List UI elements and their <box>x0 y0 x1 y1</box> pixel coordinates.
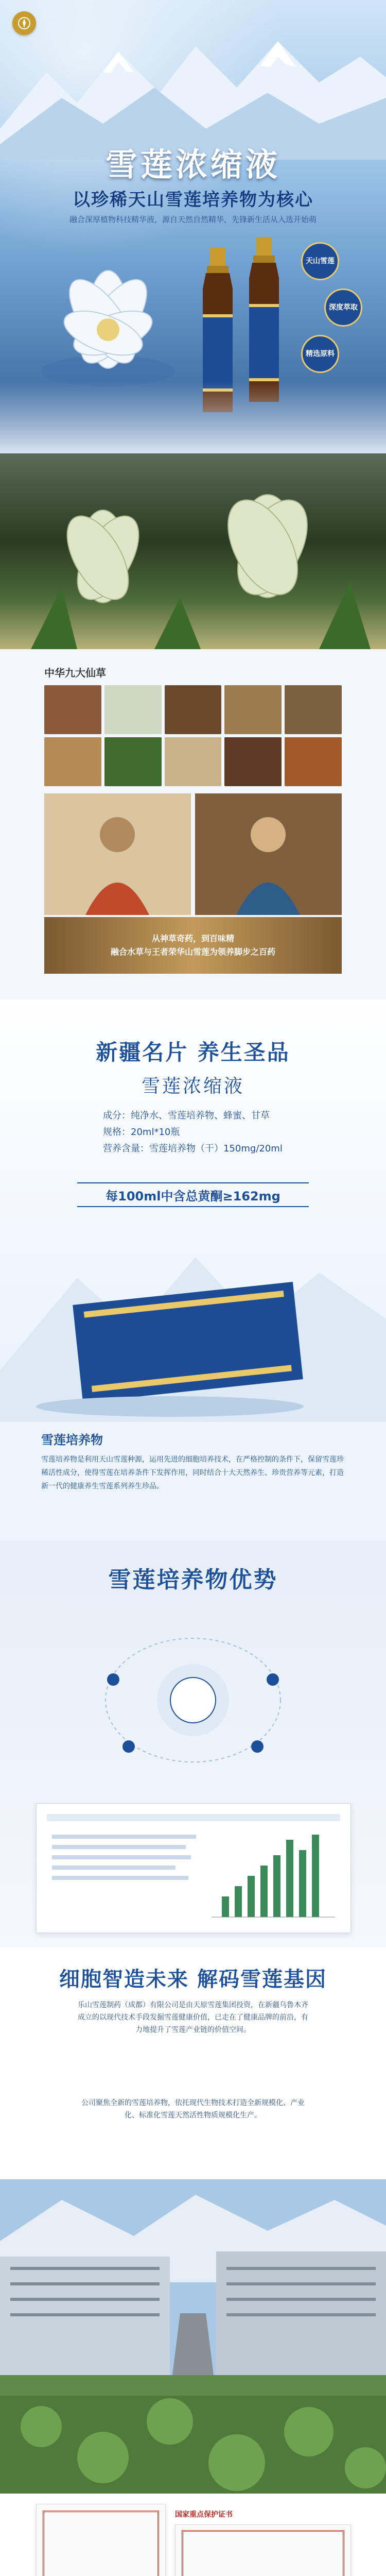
hero-section <box>0 0 386 453</box>
herb-image <box>224 685 282 734</box>
brand-logo <box>12 11 36 35</box>
xinjiang-heading: 新疆名片 养生圣品 <box>96 1040 290 1065</box>
spec-content: 营养含量：雪莲培养物（干）150mg/20ml <box>103 1143 283 1154</box>
herb-image <box>224 737 282 786</box>
spec-ingredients: 成分：纯净水、雪莲培养物、蜂蜜、甘草 <box>103 1110 270 1121</box>
factory-building-photo <box>0 2179 386 2396</box>
certificate-card-1 <box>36 2504 166 2576</box>
advantages-heading: 雪莲培养物优势 <box>108 1567 278 1593</box>
herbs-section <box>0 649 386 999</box>
badge-raw-material: 精选原料 <box>301 335 339 373</box>
herb-image <box>104 737 162 786</box>
history-line-1: 从神草奇药，到百味精 <box>151 934 234 943</box>
snow-mountain-illustration <box>0 15 386 160</box>
genes-paragraph-2: 公司聚焦全新的雪莲培养物，依托现代生物技术打造全新规模化、产业化、标准化雪莲天然活性物质规模化生产。 <box>81 2099 305 2120</box>
badge-tianshan: 天山雪莲 <box>301 242 339 280</box>
certificate-label-1: 国家重点保护证书 <box>175 2511 233 2519</box>
product-name: 雪莲浓缩液 <box>141 1076 244 1097</box>
herb-image <box>285 685 342 734</box>
xinjiang-section <box>0 999 386 1422</box>
badge-extraction: 深度萃取 <box>324 289 362 327</box>
certificate-border <box>182 2530 344 2576</box>
herb-image <box>285 737 342 786</box>
product-box-mountain-scene <box>0 1216 386 1422</box>
hero-title: 雪莲浓缩液 <box>105 146 280 183</box>
herb-image <box>165 685 222 734</box>
snow-lotus-illustration <box>31 242 185 397</box>
snow-ground <box>0 381 386 453</box>
certificates-section <box>0 2494 386 2576</box>
flavonoid-highlight: 每100ml中含总黄酮≥162mg <box>77 1182 309 1207</box>
snow-lotus-photo <box>0 453 386 649</box>
history-banner <box>44 917 342 974</box>
herb-image <box>44 685 101 734</box>
herb-image <box>104 685 162 734</box>
herb-image-grid <box>44 685 342 786</box>
cultivated-body: 雪莲培养物是利用天山雪莲种源，运用先进的细胞培养技术，在严格控制的条件下，保留雪莲珍稀活性成分，使得雪莲在培养条件下发挥作用，同时结合十大天然养生、珍贵营养等元素，打造新一代的健康养生雪莲系列养生珍品。 <box>41 1455 344 1490</box>
advantages-chart-panel <box>36 1803 351 1933</box>
herb-image <box>44 737 101 786</box>
advantages-diagram <box>82 1618 304 1783</box>
hero-tagline: 融合深厚植物科技精华液，源自天然自然精华，先锋新生活从入选开始萌 <box>69 215 317 224</box>
genes-paragraph-1: 乐山雪莲制药（成都）有限公司是由天原雪莲集团投资，在新疆乌鲁木齐成立的以现代技术手段发掘雪莲健康价值，已走在了健康品牌的前沿，有力地提升了雪莲产业链的价值空间。 <box>78 2001 308 2034</box>
genes-section <box>0 1947 386 2494</box>
cultivated-section <box>0 1422 386 1540</box>
history-line-2: 融合水草与王者荣华山雪莲为领养脚步之百药 <box>110 947 275 957</box>
spec-size: 规格：20ml*10瓶 <box>103 1127 180 1138</box>
hero-subtitle: 以珍稀天山雪莲培养物为核心 <box>73 190 313 210</box>
advantages-section <box>0 1540 386 1947</box>
green-plants-photo <box>0 2396 386 2494</box>
historical-figures-images <box>44 793 342 915</box>
snow-lotus-photo-art <box>0 453 386 649</box>
herb-image <box>165 737 222 786</box>
herbs-title: 中华九大仙草 <box>44 667 106 679</box>
genes-heading: 细胞智造未来 解码雪莲基因 <box>59 1968 327 1991</box>
certificate-border <box>43 2511 159 2576</box>
certificate-card-2 <box>175 2524 351 2576</box>
spec-list <box>103 1108 309 1157</box>
cultivated-heading: 雪莲培养物 <box>41 1433 103 1447</box>
